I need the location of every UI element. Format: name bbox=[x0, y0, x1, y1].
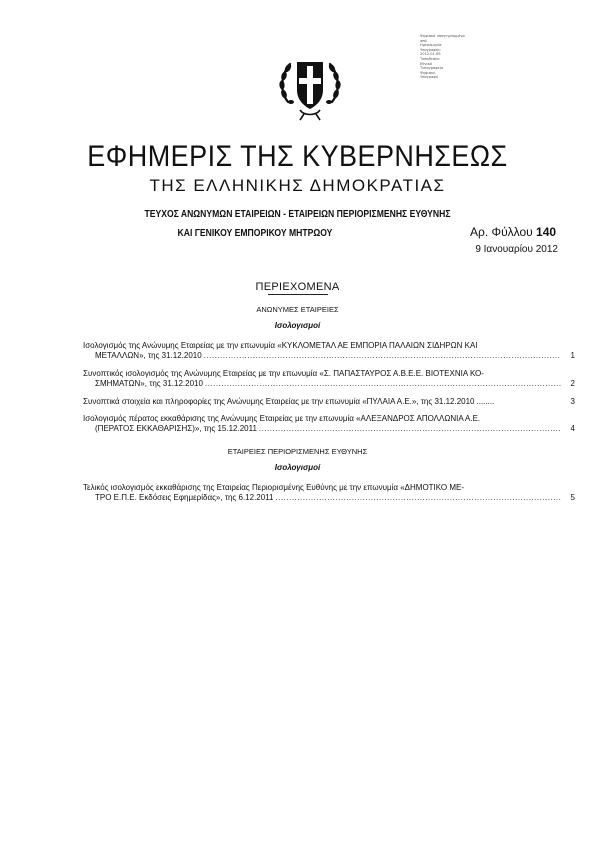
gazette-subtitle: ΤΗΣ ΕΛΛΗΝΙΚΗΣ ΔΗΜΟΚΡΑΤΙΑΣ bbox=[149, 176, 446, 195]
entry-text-line-1: Συνοπτικά στοιχεία και πληροφορίες της Ανώνυμης Εταιρείας με την επωνυμία «ΠΥΛΑΙΑ Α.Ε.», της 31.12.2010 bbox=[83, 397, 475, 406]
stamp-line: Εθνικό bbox=[420, 61, 433, 66]
entry-text-line-1: Ισολογισμός πέρατος εκκαθάρισης της Ανώνυμης Εταιρείας με την επωνυμία «ΑΛΕΞΑΝΔΡΟΣ ΑΠΟΛΛΩΝΙΑ Α.Ε. bbox=[83, 414, 481, 423]
contents-entry bbox=[83, 414, 575, 434]
entry-page-number: 3 bbox=[570, 397, 575, 406]
issue-date: 9 Ιανουαρίου 2012 bbox=[475, 244, 558, 255]
leader-dots bbox=[259, 424, 561, 434]
entry-text-line-1: Ισολογισμός της Ανώνυμης Εταιρείας με την επωνυμία «ΚΥΚΛΟΜΕΤΑΛ ΑΕ ΕΜΠΟΡΙΑ ΠΑΛΑΙΩΝ ΣΙΔΗΡΩΝ ΚΑΙ bbox=[83, 341, 478, 350]
section-subheading: Ισολογισμοί bbox=[274, 463, 321, 472]
greek-coat-of-arms-icon bbox=[278, 52, 342, 122]
contents-entry bbox=[83, 397, 575, 407]
entry-text-line-2: (ΠΕΡΑΤΟΣ ΕΚΚΑΘΑΡΙΣΗΣ)», της 15.12.2011 bbox=[95, 424, 257, 433]
entry-text-line-2: ΤΡΟ Ε.Π.Ε. Εκδόσεις Εφημερίδας», της 6.12.2011 bbox=[95, 493, 274, 502]
contents-underline bbox=[268, 294, 328, 295]
stamp-line: Ημερομηνία bbox=[420, 43, 442, 48]
contents-entry bbox=[83, 369, 575, 389]
section-heading: ΕΤΑΙΡΕΙΕΣ ΠΕΡΙΟΡΙΣΜΕΝΗΣ ΕΥΘΥΝΗΣ bbox=[227, 447, 368, 456]
entry-page-number: 5 bbox=[570, 493, 575, 502]
gazette-title: ΕΦΗΜΕΡΙΣ ΤΗΣ ΚΥΒΕΡΝΗΣΕΩΣ bbox=[87, 140, 508, 173]
entry-text-line-1: Τελικός ισολογισμός εκκαθάρισης της Εταιρείας Περιορισμένης Ευθύνης με την επωνυμία «ΔΗΜΟΤΙΚΟ ΜΕ- bbox=[83, 483, 464, 492]
section-heading: ΑΝΩΝΥΜΕΣ ΕΤΑΙΡΕΙΕΣ bbox=[256, 305, 339, 314]
sheet-number-value: 140 bbox=[536, 225, 557, 239]
stamp-line: από bbox=[420, 38, 427, 43]
leader-dots bbox=[205, 379, 561, 389]
entry-page-number: 4 bbox=[570, 424, 575, 433]
leader-dots bbox=[477, 397, 495, 407]
entry-text-line-2: ΜΕΤΑΛΛΩΝ», της 31.12.2010 bbox=[95, 351, 202, 360]
entry-text-line-2: ΣΜΗΜΑΤΩΝ», της 31.12.2010 bbox=[95, 379, 203, 388]
contents-entry bbox=[83, 483, 575, 503]
entry-page-number: 1 bbox=[570, 351, 575, 360]
sheet-number bbox=[470, 225, 570, 239]
issue-type-line-2: ΚΑΙ ΓΕΝΙΚΟΥ ΕΜΠΟΡΙΚΟΥ ΜΗΤΡΩΟΥ bbox=[177, 228, 333, 239]
leader-dots bbox=[204, 351, 561, 361]
stamp-line: Ψηφιακά υπογεγραμμένο bbox=[420, 34, 465, 38]
contents-entry bbox=[83, 341, 575, 361]
contents-title: ΠΕΡΙΕΧΟΜΕΝΑ bbox=[255, 281, 340, 293]
stamp-line: 2012.01.09 bbox=[420, 52, 441, 57]
sheet-label: Αρ. Φύλλου bbox=[470, 225, 533, 239]
stamp-line: Τυπογραφείο bbox=[420, 66, 444, 71]
stamp-line: Τοποθεσία: bbox=[420, 56, 440, 61]
section-subheading: Ισολογισμοί bbox=[274, 321, 321, 330]
digital-signature-stamp bbox=[420, 34, 510, 80]
stamp-line: Ψηφιακή bbox=[420, 70, 436, 75]
stamp-line: Υπογραφή bbox=[420, 75, 438, 80]
leader-dots bbox=[276, 493, 562, 503]
stamp-line: Υπογραφής: bbox=[420, 47, 442, 52]
issue-type-line-1: ΤΕΥΧΟΣ ΑΝΩΝΥΜΩΝ ΕΤΑΙΡΕΙΩΝ - ΕΤΑΙΡΕΙΩΝ ΠΕΡΙΟΡΙΣΜΕΝΗΣ ΕΥΘΥΝΗΣ bbox=[144, 209, 451, 220]
entry-text-line-1: Συνοπτικός ισολογισμός της Ανώνυμης Εταιρείας με την επωνυμία «Σ. ΠΑΠΑΣΤΑΥΡΟΣ Α.Β.Ε.Ε. ΒΙΟΤΕΧΝΙΑ ΚΟ- bbox=[83, 369, 484, 378]
entry-page-number: 2 bbox=[570, 379, 575, 388]
